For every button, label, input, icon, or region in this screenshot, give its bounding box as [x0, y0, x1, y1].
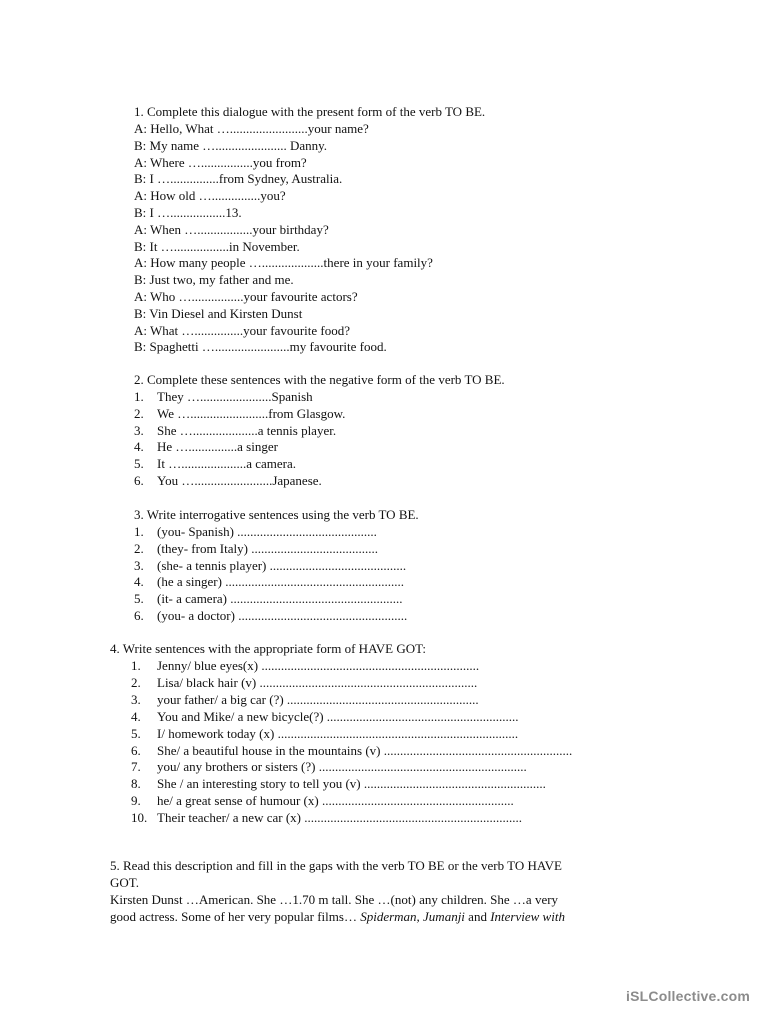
item-number: 1.	[134, 524, 144, 539]
item-number: 10.	[131, 810, 148, 826]
item-number: 5.	[131, 725, 141, 741]
paragraph-text: and	[464, 909, 491, 924]
list-item	[134, 406, 345, 422]
list-item	[131, 692, 479, 708]
dialogue-line: A: Who …................your favourite actors?	[134, 289, 358, 304]
item-text: he/ a great sense of humour (x) ...........................................................	[157, 793, 514, 809]
list-item	[131, 776, 546, 792]
item-text: You and Mike/ a new bicycle(?) ...........................................................	[157, 708, 519, 724]
dialogue-line: B: I ….................13.	[134, 205, 242, 220]
item-number: 1.	[131, 658, 141, 673]
item-number: 7.	[131, 759, 141, 775]
list-item	[134, 591, 403, 607]
item-text: (they- from Italy) .......................................	[157, 540, 378, 556]
list-item	[131, 658, 479, 674]
list-item	[131, 709, 519, 725]
dialogue-line: B: My name …...................... Danny.	[134, 137, 328, 153]
list-item	[131, 675, 477, 691]
list-item	[131, 793, 514, 809]
list-item	[134, 541, 378, 557]
item-text: Jenny/ blue eyes(x) ...................................................................	[157, 658, 480, 673]
item-number: 4.	[131, 708, 141, 724]
film-title: Interview with	[490, 909, 565, 924]
item-text: They …......................Spanish	[157, 389, 313, 404]
item-text: your father/ a big car (?) ...........................................................	[157, 691, 479, 707]
list-item	[134, 608, 407, 624]
item-text: (you- a doctor) ....................................................	[157, 608, 408, 623]
list-item	[131, 726, 518, 742]
item-number: 2.	[131, 674, 141, 690]
item-number: 3.	[131, 691, 141, 707]
item-text: I/ homework today (x) ..........................................................................	[157, 725, 519, 741]
item-text: She / an interesting story to tell you (v) ........................................................	[157, 776, 546, 792]
section4-heading: 4. Write sentences with the appropriate form of HAVE GOT:	[110, 641, 427, 656]
watermark-logo: iSLCollective.com	[626, 988, 750, 1004]
section5-paragraph-line1: Kirsten Dunst …American. She …1.70 m tall. She …(not) any children. She …a very	[110, 892, 559, 907]
list-item	[134, 456, 296, 472]
list-item	[134, 439, 278, 455]
item-number: 2.	[134, 405, 144, 421]
item-number: 5.	[134, 591, 144, 607]
paragraph-text: good actress. Some of her very popular films…	[110, 909, 361, 924]
item-number: 2.	[134, 540, 144, 556]
item-number: 9.	[131, 793, 141, 809]
item-text: We …........................from Glasgow.	[157, 405, 346, 421]
film-titles: Spiderman, Jumanji	[360, 909, 465, 924]
list-item	[134, 423, 336, 439]
dialogue-line: A: What …...............your favourite food?	[134, 322, 351, 338]
item-text: (he a singer) .......................................................	[157, 574, 404, 590]
item-number: 3.	[134, 557, 144, 573]
item-text: (you- Spanish) ...........................................	[157, 524, 377, 539]
item-text: Their teacher/ a new car (x) ...................................................................	[157, 810, 522, 826]
list-item	[131, 743, 572, 759]
dialogue-line: B: Vin Diesel and Kirsten Dunst	[134, 305, 303, 321]
section5-heading: 5. Read this description and fill in the gaps with the verb TO BE or the verb TO HAVE	[110, 858, 562, 873]
item-number: 1.	[134, 389, 144, 404]
section5-paragraph-line2	[110, 909, 565, 925]
section2-heading: 2. Complete these sentences with the negative form of the verb TO BE.	[134, 372, 505, 387]
list-item	[131, 759, 527, 775]
item-number: 6.	[131, 742, 141, 758]
list-item	[134, 473, 322, 489]
dialogue-line: B: Just two, my father and me.	[134, 272, 294, 288]
list-item	[131, 810, 522, 826]
item-number: 6.	[134, 608, 144, 623]
item-text: He …...............a singer	[157, 439, 278, 455]
dialogue-line: A: Where …................you from?	[134, 154, 307, 170]
section1-heading: 1. Complete this dialogue with the present form of the verb TO BE.	[134, 104, 486, 119]
item-number: 4.	[134, 574, 144, 590]
item-text: You …........................Japanese.	[157, 473, 322, 488]
dialogue-line: A: How old …...............you?	[134, 188, 286, 204]
item-text: you/ any brothers or sisters (?) ................................................................	[157, 759, 527, 775]
item-text: Lisa/ black hair (v) ...................................................................	[157, 674, 478, 690]
item-number: 5.	[134, 456, 144, 472]
list-item	[134, 558, 406, 574]
item-text: (it- a camera) .....................................................	[157, 591, 403, 607]
item-text: She …....................a tennis player.	[157, 422, 337, 438]
section5-heading-cont: GOT.	[110, 875, 140, 890]
list-item	[134, 524, 377, 540]
item-number: 8.	[131, 776, 141, 792]
item-text: (she- a tennis player) ..........................................	[157, 557, 407, 573]
dialogue-line: B: Spaghetti ….......................my favourite food.	[134, 339, 387, 355]
dialogue-line: A: Hello, What …........................your name?	[134, 121, 369, 136]
item-number: 6.	[134, 473, 144, 488]
dialogue-line: B: I …...............from Sydney, Australia.	[134, 171, 343, 187]
list-item	[134, 389, 313, 405]
item-number: 3.	[134, 422, 144, 438]
dialogue-line: A: How many people …...................there in your family?	[134, 255, 433, 271]
dialogue-line: B: It ….................in November.	[134, 238, 300, 254]
dialogue-line: A: When ….................your birthday?	[134, 221, 329, 237]
section3-heading: 3. Write interrogative sentences using the verb TO BE.	[134, 507, 419, 522]
list-item	[134, 574, 404, 590]
item-text: She/ a beautiful house in the mountains (v) ..........................................................	[157, 742, 573, 758]
item-number: 4.	[134, 439, 144, 455]
item-text: It …....................a camera.	[157, 456, 296, 472]
